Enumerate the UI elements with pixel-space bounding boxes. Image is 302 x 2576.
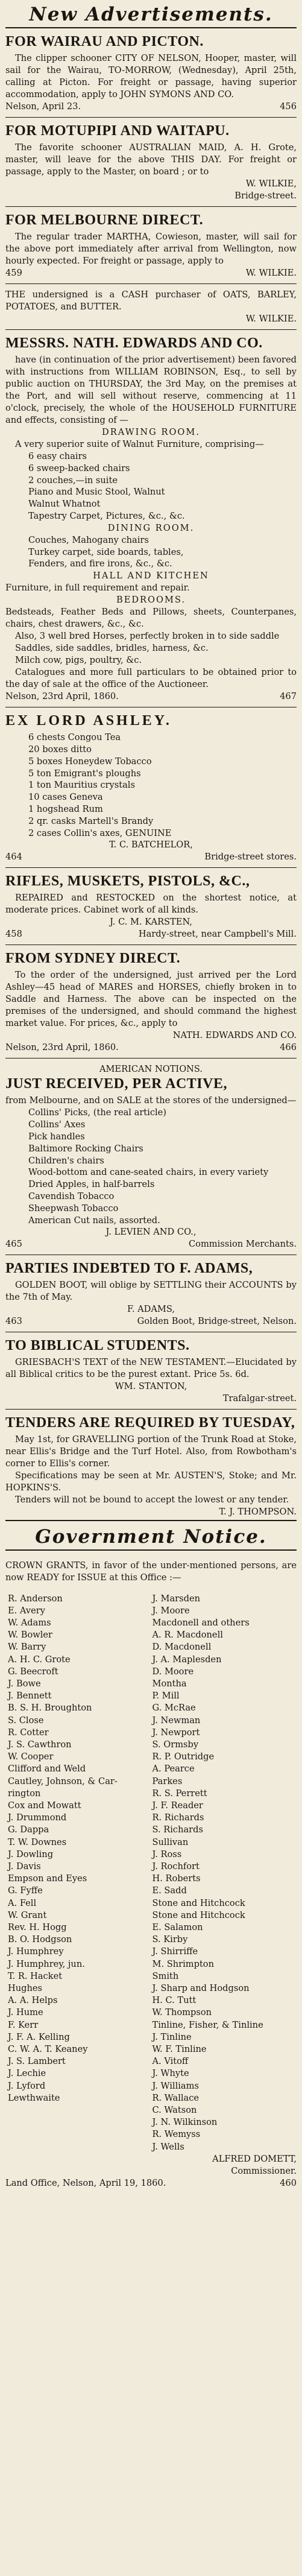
ad-kicker: AMERICAN NOTIONS.	[99, 1064, 203, 1075]
ad-signature: T. C. BATCHELOR,	[109, 840, 193, 850]
list-item: 2 qr. casks Martell's Brandy	[28, 815, 154, 826]
ad-number: 467	[280, 691, 297, 702]
hall-kitchen-text: Furniture, in full requirement and repair.	[5, 583, 190, 593]
crown-grants-notice	[5, 1560, 297, 2189]
ad-wairau-picton	[5, 33, 297, 113]
divider	[5, 283, 297, 284]
ad-headline: PARTIES INDEBTED TO F. ADAMS,	[5, 1261, 253, 1277]
list-item: Walnut Whatnot	[28, 499, 101, 510]
grantee-name: A. Vitoff	[152, 2056, 189, 2067]
list-item: Pick handles	[28, 1131, 85, 1142]
divider	[5, 117, 297, 118]
divider	[5, 867, 297, 868]
grantee-name: Hughes	[8, 1983, 42, 1993]
ad-body: REPAIRED and RESTOCKED on the shortest notice, at moderate prices. Cabinet work of all kinds.	[5, 893, 297, 916]
ad-body: The regular trader MARTHA, Cowieson, master, will sail for the above port immediately after arrival from Wellington, now hourly expected. For freight or passage, apply to	[5, 232, 297, 266]
ad-body: from Melbourne, and on SALE at the stores of the undersigned—	[5, 1095, 297, 1106]
grantee-name: J. N. Wilkinson	[152, 2117, 218, 2128]
grantee-name: R. Wemyss	[152, 2129, 201, 2140]
grantee-name: J. Williams	[152, 2080, 199, 2091]
ad-footer	[5, 1042, 297, 1054]
grantee-name: A. H. C. Grote	[8, 1654, 71, 1665]
ad-body: have (in continuation of the prior advertisement) been favored with instructions from WILLIAM ROBINSON, Esq., to sell by public auction on THURSDAY, the 3rd May, on the premises at the Port, and will sell without reserve, commencing at 11 o'clock, precisely, the whole of the HOUSEHOLD FURNITURE and effects, consisting of —	[5, 355, 297, 425]
divider	[5, 27, 297, 28]
government-notice-heading: Government Notice.	[35, 1526, 267, 1548]
ad-biblical-students	[5, 1337, 297, 1405]
grantee-name: W. Thompson	[152, 2007, 212, 2018]
ad-headline: FROM SYDNEY DIRECT.	[5, 951, 181, 967]
ad-address: Bridge-street stores.	[204, 852, 297, 862]
grantee-name: J. F. Reader	[152, 1800, 203, 1811]
ad-number: 456	[280, 101, 297, 112]
drawing-room-list	[5, 451, 297, 522]
grantee-name: H. C. Tutt	[152, 1995, 197, 2006]
ad-tenders	[5, 1414, 297, 1518]
list-item: 2 cases Collin's axes, GENUINE	[28, 828, 172, 838]
ad-number: 465	[5, 1239, 22, 1250]
ad-signature: J. C. M. KARSTEN,	[110, 917, 192, 928]
grantee-name: J. Lechie	[8, 2068, 46, 2079]
grantee-name: Stone and Hitchcock	[152, 1897, 245, 1908]
grantee-name: rington	[8, 1788, 41, 1799]
list-item: Collins' Picks, (the real article)	[28, 1107, 166, 1118]
milch-text: Milch cow, pigs, poultry, &c.	[15, 655, 142, 666]
list-item: 6 chests Congou Tea	[28, 732, 121, 743]
grantee-name: J. Tinline	[152, 2031, 192, 2042]
list-item: 2 couches,—in suite	[28, 475, 118, 486]
ad-address: Bridge-street.	[234, 191, 297, 201]
grantee-name: Cautley, Johnson, & Car-	[8, 1776, 118, 1786]
grantee-name: G. McRae	[152, 1703, 196, 1714]
grantee-name: J. Drummond	[8, 1812, 67, 1823]
list-item: 10 cases Geneva	[28, 792, 103, 803]
ad-body: The favorite schooner AUSTRALIAN MAID, A. H. Grote, master, will leave for the above THIS DAY. For freight or passage, apply to the Master, on board ; or to	[5, 142, 297, 177]
ad-edwards-auction	[5, 335, 297, 703]
hall-kitchen-heading: HALL AND KITCHEN	[93, 571, 209, 581]
grantee-name: Stone and Hitchcock	[152, 1910, 245, 1920]
cargo-list	[5, 732, 297, 839]
grantee-name: R. Cotter	[8, 1727, 49, 1738]
grantee-name: J. Bowe	[8, 1678, 41, 1689]
grantee-name: W. F. Tinline	[152, 2044, 207, 2055]
ad-specifications: Specifications may be seen at Mr. AUSTEN'S, Stoke; and Mr. HOPKINS'S.	[5, 1470, 297, 1493]
grantee-name: Rev. H. Hogg	[8, 1922, 67, 1932]
grantee-name: R. P. Outridge	[152, 1752, 215, 1762]
list-item: Wood-bottom and cane-seated chairs, in every variety	[28, 1167, 269, 1178]
dining-room-list	[5, 534, 297, 570]
grantee-name: T. W. Downes	[8, 1837, 67, 1847]
new-advertisements-heading: New Advertisements.	[29, 4, 273, 25]
grantee-name: T. R. Hacket	[8, 1970, 63, 1981]
list-item: Children's chairs	[28, 1155, 104, 1166]
commissioner-title: Commissioner.	[231, 2165, 297, 2176]
grantee-name: E. Avery	[8, 1605, 45, 1616]
notice-footer	[5, 2177, 297, 2189]
grantee-name: J. Lyford	[8, 2080, 46, 2091]
grantee-name: J. Dowling	[8, 1849, 54, 1859]
grantee-name: B. S. H. Broughton	[8, 1703, 92, 1714]
grantee-name: Cox and Mowatt	[8, 1800, 81, 1811]
list-item: Dried Apples, in half-barrels	[28, 1179, 155, 1190]
ad-body: The clipper schooner CITY OF NELSON, Hooper, master, will sail for the Wairau, TO-MORROW, (Wednesday), April 25th, calling at Picton. For freight or passage, having superior accommodation, apply to JOHN SYMONS AND CO.	[5, 53, 297, 100]
list-item: 5 boxes Honeydew Tobacco	[28, 756, 152, 767]
ad-signature: NATH. EDWARDS AND CO.	[172, 1030, 297, 1041]
ad-body: THE undersigned is a CASH purchaser of OATS, BARLEY, POTATOES, and BUTTER.	[5, 290, 297, 312]
grantee-name: P. Mill	[152, 1691, 180, 1701]
ad-signature: W. WILKIE.	[245, 314, 297, 324]
bedrooms-heading: BEDROOMS.	[116, 595, 186, 606]
grantee-name: A. A. Helps	[8, 1995, 58, 2006]
grantee-name: J. Newport	[152, 1727, 200, 1738]
grantee-name: R. Richards	[152, 1812, 204, 1823]
grantee-name: J. S. Lambert	[8, 2056, 66, 2067]
list-item: Piano and Music Stool, Walnut	[28, 487, 165, 498]
list-item: Collins' Axes	[28, 1119, 86, 1130]
ad-date: Nelson, 23rd April, 1860.	[5, 691, 119, 702]
list-item: 6 sweep-backed chairs	[28, 463, 130, 473]
list-item: 1 ton Mauritius crystals	[28, 780, 135, 791]
divider	[5, 1520, 297, 1521]
grantee-name: J. F. A. Kelling	[8, 2031, 70, 2042]
list-item: American Cut nails, assorted.	[28, 1215, 160, 1226]
grantee-column-right	[153, 1593, 297, 2153]
ad-ex-lord-ashley	[5, 712, 297, 863]
grantee-name: J. Whyte	[152, 2068, 189, 2079]
ad-address: Commission Merchants.	[189, 1239, 297, 1250]
ad-footer	[5, 101, 297, 113]
grantee-name: C. W. A. T. Keaney	[8, 2044, 88, 2055]
grantee-name: S. Richards	[152, 1824, 203, 1835]
divider	[5, 1409, 297, 1410]
grantee-name: W. Grant	[8, 1910, 47, 1920]
grantee-name: H. Roberts	[152, 1873, 201, 1884]
ad-body: GOLDEN BOOT, will oblige by SETTLING their ACCOUNTS by the 7th of May.	[5, 1280, 297, 1303]
list-item: Fenders, and fire irons, &c., &c.	[28, 559, 172, 569]
list-item: Couches, Mahogany chairs	[28, 534, 149, 545]
notice-date: Land Office, Nelson, April 19, 1860.	[5, 2177, 166, 2188]
ad-body: To the order of the undersigned, just arrived per the Lord Ashley—45 head of MARES and HORSES, chiefly broken in to Saddle and Harness. The above can be inspected on the premises of the undersigned, and should command the highest market value. For prices, &c., apply to	[5, 970, 297, 1029]
grantee-name: J. Humphrey	[8, 1946, 64, 1957]
grantee-name: Empson and Eyes	[8, 1873, 87, 1884]
ad-headline: FOR MELBOURNE DIRECT.	[5, 212, 204, 228]
grantee-name: S. Close	[8, 1715, 44, 1726]
ad-note: Tenders will not be bound to accept the lowest or any tender.	[15, 1495, 289, 1505]
ad-motupipi-waitapu	[5, 122, 297, 202]
ad-from-sydney	[5, 950, 297, 1054]
ad-number: 464	[5, 852, 22, 862]
grantee-name: J. Davis	[8, 1861, 41, 1872]
ad-melbourne-direct	[5, 212, 297, 279]
ad-footer	[5, 691, 297, 703]
ad-footer	[5, 267, 297, 279]
ad-headline: JUST RECEIVED, PER ACTIVE,	[5, 1076, 227, 1092]
notice-number: 460	[280, 2177, 297, 2188]
ad-headline: TO BIBLICAL STUDENTS.	[5, 1338, 190, 1354]
ad-headline: TENDERS ARE REQUIRED BY TUESDAY,	[5, 1415, 295, 1431]
grantee-name: S. Ormsby	[152, 1739, 199, 1750]
ad-number: 458	[5, 929, 22, 940]
grantee-name: Smith	[152, 1970, 179, 1981]
bedrooms-text: Bedsteads, Feather Beds and Pillows, sheets, Counterpanes, chairs, chest drawers, &c., &c.	[5, 607, 297, 630]
ad-footer	[5, 1238, 297, 1250]
list-item: 20 boxes ditto	[28, 744, 92, 755]
list-item: 5 ton Emigrant's ploughs	[28, 768, 141, 779]
grantee-name: C. Watson	[152, 2105, 197, 2116]
ad-address: Hardy-street, near Campbell's Mill.	[138, 929, 297, 940]
grantee-name: R. Wallace	[152, 2092, 200, 2103]
divider	[5, 1549, 297, 1551]
grantee-name: J. A. Maplesden	[152, 1654, 222, 1665]
grantee-name: J. Wells	[152, 2141, 184, 2152]
saddles-text: Saddles, side saddles, bridles, harness, &c.	[15, 643, 209, 654]
grantee-name: A. Fell	[8, 1897, 37, 1908]
grantee-name: Tinline, Fisher, & Tinline	[152, 2019, 263, 2030]
grantee-name: J. Moore	[152, 1605, 190, 1616]
goods-list	[5, 1107, 297, 1226]
grantee-name: W. Barry	[8, 1642, 46, 1653]
ad-headline: FOR WAIRAU AND PICTON.	[5, 34, 204, 49]
grantee-name: A. R. Macdonell	[152, 1630, 223, 1641]
grantee-name: J. Ross	[152, 1849, 182, 1859]
list-item: Tapestry Carpet, Pictures, &c., &c.	[28, 510, 185, 521]
ad-body: May 1st, for GRAVELLING portion of the Trunk Road at Stoke, near Ellis's Bridge and the Turf Hotel. Also, from Rowbotham's corner to Ellis's corner.	[5, 1434, 297, 1469]
drawing-room-heading: DRAWING ROOM.	[102, 427, 200, 437]
ad-signature: T. J. THOMPSON.	[219, 1507, 297, 1517]
dining-room-heading: DINING ROOM.	[107, 522, 195, 533]
ad-number: 463	[5, 1316, 22, 1327]
ad-date: Nelson, April 23.	[5, 101, 81, 112]
grantee-name: J. Hume	[8, 2007, 43, 2018]
ad-signature: WM. STANTON,	[115, 1381, 187, 1392]
grantee-name: E. Salamon	[152, 1922, 203, 1932]
grantee-name: R. Anderson	[8, 1593, 63, 1604]
list-item: Turkey carpet, side boards, tables,	[28, 546, 184, 557]
grantee-name: F. Kerr	[8, 2019, 39, 2030]
list-item: Baltimore Rocking Chairs	[28, 1143, 143, 1154]
grantee-name: Parkes	[152, 1776, 183, 1786]
grantee-name: A. Pearce	[152, 1764, 195, 1774]
grantee-name: Sullivan	[152, 1837, 189, 1847]
divider	[5, 329, 297, 330]
ad-date: Nelson, 23rd April, 1860.	[5, 1042, 119, 1053]
ad-number: 466	[280, 1042, 297, 1053]
grantee-name: J. S. Cawthron	[8, 1739, 72, 1750]
catalogue-text: Catalogues and more full particulars to be obtained prior to the day of sale at the office of the Auctioneer.	[5, 667, 297, 690]
grantee-name: G. Beecroft	[8, 1666, 58, 1677]
grantee-column-left	[8, 1593, 153, 2153]
ad-american-notions	[5, 1063, 297, 1250]
grantee-name: B. O. Hodgson	[8, 1934, 72, 1945]
grantee-name: R. S. Perrett	[152, 1788, 207, 1799]
grantee-name: J. Humphrey, jun.	[8, 1958, 85, 1969]
list-item: Sheepwash Tobacco	[28, 1203, 119, 1214]
grantee-columns	[5, 1593, 297, 2153]
grantee-name: Macdonell and others	[152, 1617, 250, 1628]
crown-grants-intro: CROWN GRANTS, in favor of the under-mentioned persons, are now READY for ISSUE at this Office :—	[5, 1560, 297, 1583]
ad-footer	[5, 851, 297, 863]
grantee-name: J. Newman	[152, 1715, 201, 1726]
ad-rifles-muskets	[5, 873, 297, 940]
ad-headline: RIFLES, MUSKETS, PISTOLS, &C.,	[5, 873, 250, 890]
grantee-name: Montha	[152, 1678, 187, 1689]
divider	[5, 206, 297, 207]
grantee-name: G. Dappa	[8, 1824, 49, 1835]
ad-footer	[5, 1315, 297, 1328]
ad-body: GRIESBACH'S TEXT of the NEW TESTAMENT.—Elucidated by all Biblical critics to be the purest extant. Price 5s. 6d.	[5, 1357, 297, 1380]
ad-headline: EX LORD ASHLEY.	[5, 713, 172, 729]
divider	[5, 1058, 297, 1059]
ad-parties-indebted	[5, 1260, 297, 1328]
grantee-name: J. Bennett	[8, 1691, 52, 1701]
grantee-name: M. Shrimpton	[152, 1958, 214, 1969]
list-item: 1 hogshead Rum	[28, 803, 103, 814]
ad-address: Golden Boot, Bridge-street, Nelson.	[137, 1316, 297, 1327]
ad-number: 459	[5, 268, 22, 278]
drawing-room-intro: A very superior suite of Walnut Furniture, comprising—	[15, 439, 264, 449]
list-item: Cavendish Tobacco	[28, 1191, 115, 1201]
grantee-name: Clifford and Weld	[8, 1764, 86, 1774]
grantee-name: J. Rochfort	[152, 1861, 200, 1872]
ad-cash-purchaser	[5, 289, 297, 325]
ad-signature: W. WILKIE.	[245, 268, 297, 278]
grantee-name: S. Kirby	[152, 1934, 188, 1945]
ad-headline: FOR MOTUPIPI AND WAITAPU.	[5, 123, 230, 139]
grantee-name: W. Bowler	[8, 1630, 53, 1641]
grantee-name: J. Shirriffe	[152, 1946, 198, 1957]
ad-signature: W. WILKIE,	[245, 179, 297, 189]
grantee-name: W. Cooper	[8, 1752, 54, 1762]
grantee-name: E. Sadd	[152, 1885, 187, 1896]
list-item: 6 easy chairs	[28, 451, 87, 461]
ad-footer	[5, 928, 297, 940]
commissioner-name: ALFRED DOMETT,	[212, 2153, 297, 2164]
grantee-name: J. Sharp and Hodgson	[152, 1983, 250, 1993]
grantee-name: W. Adams	[8, 1617, 51, 1628]
grantee-name: J. Marsden	[152, 1593, 200, 1604]
grantee-name: G. Fyffe	[8, 1885, 43, 1896]
ad-signature: J. LEVIEN AND CO.,	[105, 1227, 197, 1238]
horses-text: Also, 3 well bred Horses, perfectly broken in to side saddle	[15, 631, 280, 642]
ad-signature: F. ADAMS,	[127, 1304, 175, 1315]
grantee-name: D. Moore	[152, 1666, 194, 1677]
ad-address: Trafalgar-street.	[222, 1393, 297, 1404]
grantee-name: Lewthwaite	[8, 2092, 60, 2103]
ad-headline: MESSRS. NATH. EDWARDS AND CO.	[5, 335, 263, 351]
grantee-name: D. Macdonell	[152, 1642, 212, 1653]
